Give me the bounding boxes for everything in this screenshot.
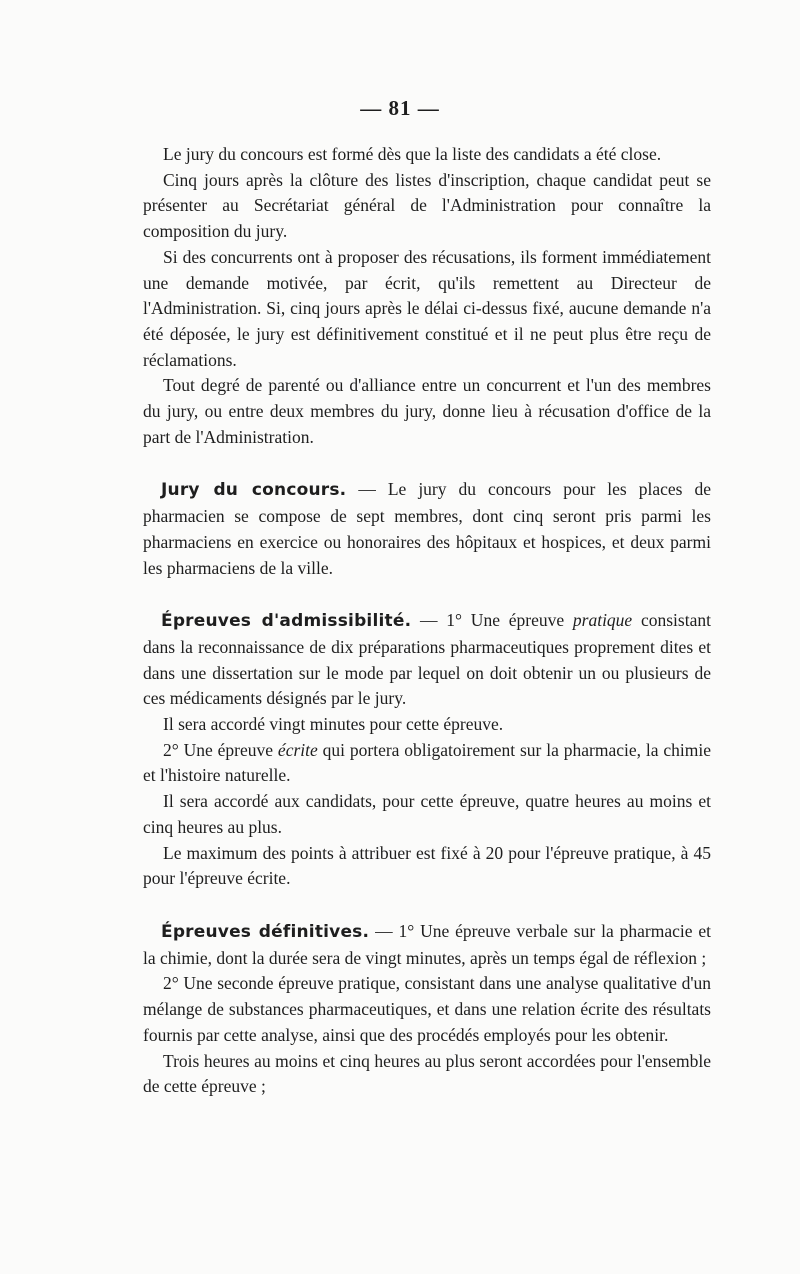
pratique-text-after: consistant dans la reconnaissance de dix préparations pharmaceutiques proprement dites et dans une dissertation sur le mode par lequel on doit obtenir un ou plusieurs de ces médicaments désignés par le jury. xyxy=(143,610,711,709)
paragraph-trois-heures: Trois heures au moins et cinq heures au plus seront accordées pour l'ensemble de cette épreuve ; xyxy=(143,1050,711,1097)
ecrite-text-before: 2° Une épreuve xyxy=(163,739,278,760)
paragraph-epreuve-ecrite xyxy=(143,738,711,789)
section-admissibilite xyxy=(143,608,711,892)
paragraph-seconde-epreuve: 2° Une seconde épreuve pratique, consistant dans une analyse qualitative d'un mélange de substances pharmaceutiques, et dans une relation écrite des résultats fournis par cette analyse, ainsi que des procédés employés pour les obtenir. xyxy=(143,973,711,1045)
paragraph-vingt-minutes: Il sera accordé vingt minutes pour cette épreuve. xyxy=(163,714,504,735)
page-number: — 81 — xyxy=(360,96,440,120)
paragraph-jury-formation: Le jury du concours est formé dès que la liste des candidats a été close. xyxy=(163,144,662,164)
section-definitives xyxy=(143,919,711,1100)
paragraph-epreuve-pratique xyxy=(143,608,711,712)
body-text xyxy=(143,142,711,1100)
section-jury xyxy=(143,477,711,581)
pratique-text-before: — 1° Une épreuve xyxy=(411,610,573,631)
section-heading-jury: Jury du concours. xyxy=(161,480,347,501)
paragraph-jury-composition xyxy=(143,477,711,581)
paragraph-maximum-points: Le maximum des points à attribuer est fixé à 20 pour l'épreuve pratique, à 45 pour l'épreuve écrite. xyxy=(143,842,711,889)
paragraph-inscription: Cinq jours après la clôture des listes d'inscription, chaque candidat peut se présenter au Secrétariat général de l'Administration pour connaître la composition du jury. xyxy=(143,169,711,242)
ecrite-text-after: qui portera obligatoirement sur la pharmacie, la chimie et l'histoire naturelle. xyxy=(143,739,711,786)
ecrite-emphasis: écrite xyxy=(277,739,318,760)
section-heading-definitives: Épreuves définitives. xyxy=(161,921,370,942)
section-heading-admissibilite: Épreuves d'admissibilité. xyxy=(161,611,412,632)
paragraph-duree-ecrite: Il sera accordé aux candidats, pour cette épreuve, quatre heures au moins et cinq heures au plus. xyxy=(143,791,711,837)
paragraph-epreuve-verbale xyxy=(143,919,711,971)
pratique-emphasis: pratique xyxy=(572,610,633,631)
paragraph-recusations: Si des concurrents ont à proposer des récusations, ils forment immédiatement une demande motivée, par écrit, qu'ils remettent au Directeur de l'Administration. Si, cinq jours après le délai ci-dessus fixé, aucune demande n'a été déposée, le jury est définitivement constitué et il ne peut plus être reçu de réclamations. xyxy=(143,246,711,370)
jury-text: — Le jury du concours pour les places de pharmacien se compose de sept membres, dont cinq seront pris parmi les pharmaciens en exercice ou honoraires des hôpitaux et hospices, et deux parmi les pharmaciens de la ville. xyxy=(143,479,711,578)
paragraph-parente: Tout degré de parenté ou d'alliance entre un concurrent et l'un des membres du jury, ou entre deux membres du jury, donne lieu à récusation d'office de la part de l'Administration. xyxy=(143,375,711,447)
verbale-text: — 1° Une épreuve verbale sur la pharmacie et la chimie, dont la durée sera de vingt minutes, après un temps égal de réflexion ; xyxy=(143,920,712,968)
